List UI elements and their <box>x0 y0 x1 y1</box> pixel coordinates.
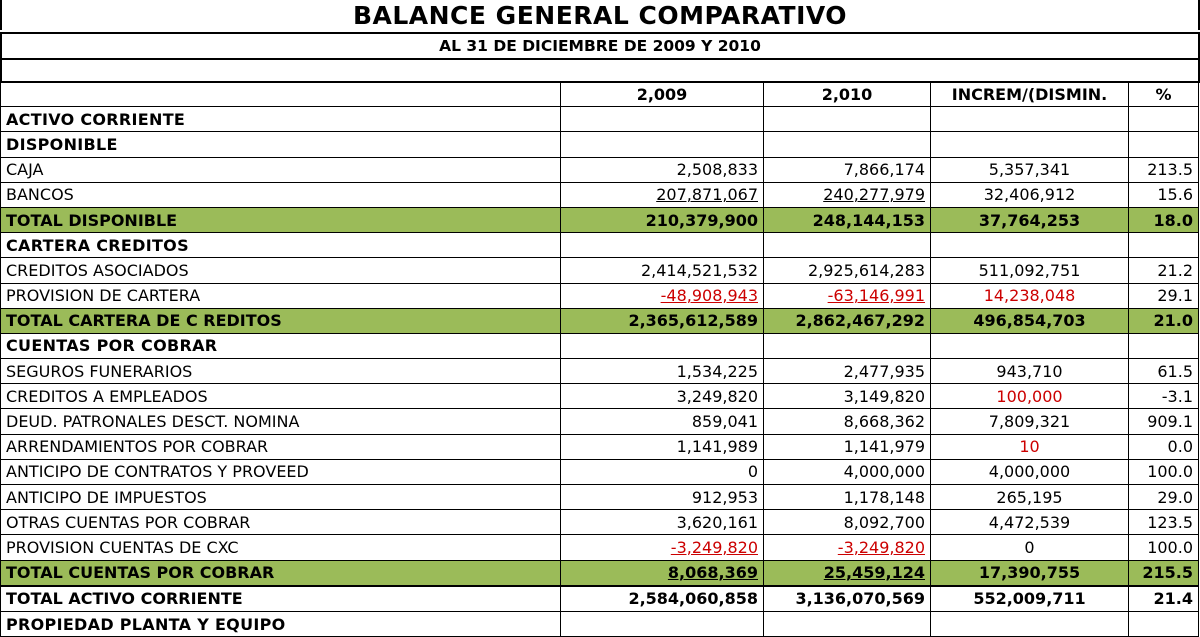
value-increment: 0 <box>931 535 1129 560</box>
table-row <box>1 157 1199 182</box>
value-increment: 496,854,703 <box>931 308 1129 333</box>
report-subtitle: AL 31 DE DICIEMBRE DE 2009 Y 2010 <box>0 32 1200 58</box>
table-row <box>1 485 1199 510</box>
row-label: BANCOS <box>1 182 561 207</box>
value-increment: 4,472,539 <box>931 510 1129 535</box>
table-row <box>1 510 1199 535</box>
value-2010: 1,178,148 <box>764 485 931 510</box>
row-label: ANTICIPO DE IMPUESTOS <box>1 485 561 510</box>
value-2010: 3,136,070,569 <box>764 586 931 612</box>
balance-table <box>0 81 1199 637</box>
value-2010: 2,862,467,292 <box>764 308 931 333</box>
value-2009: 2,584,060,858 <box>561 586 764 612</box>
row-label: PROVISION CUENTAS DE CXC <box>1 535 561 560</box>
section-row <box>1 333 1199 358</box>
table-row <box>1 258 1199 283</box>
header-2009: 2,009 <box>561 82 764 107</box>
value-percent: 100.0 <box>1129 535 1199 560</box>
value-2010: 2,477,935 <box>764 359 931 384</box>
value-percent: 18.0 <box>1129 207 1199 232</box>
value-2009: 8,068,369 <box>561 560 764 586</box>
value-percent: 21.2 <box>1129 258 1199 283</box>
value-2010: -63,146,991 <box>764 283 931 308</box>
value-increment: 17,390,755 <box>931 560 1129 586</box>
row-label: ARRENDAMIENTOS POR COBRAR <box>1 434 561 459</box>
value-2009: 207,871,067 <box>561 182 764 207</box>
section-activo-corriente: ACTIVO CORRIENTE <box>1 107 561 132</box>
row-label: TOTAL CARTERA DE C REDITOS <box>1 308 561 333</box>
value-2009: 2,365,612,589 <box>561 308 764 333</box>
section-row <box>1 132 1199 157</box>
value-percent: 100.0 <box>1129 459 1199 484</box>
row-label: CAJA <box>1 157 561 182</box>
row-label: CREDITOS ASOCIADOS <box>1 258 561 283</box>
value-percent: 213.5 <box>1129 157 1199 182</box>
table-row <box>1 182 1199 207</box>
row-label: OTRAS CUENTAS POR COBRAR <box>1 510 561 535</box>
table-row <box>1 384 1199 409</box>
header-increment: INCREM/(DISMIN. <box>931 82 1129 107</box>
value-increment: 265,195 <box>931 485 1129 510</box>
row-label: PROVISION DE CARTERA <box>1 283 561 308</box>
value-2009: 912,953 <box>561 485 764 510</box>
section-row <box>1 233 1199 258</box>
section-row <box>1 107 1199 132</box>
value-increment: 552,009,711 <box>931 586 1129 612</box>
value-2010: 1,141,979 <box>764 434 931 459</box>
value-2010: 248,144,153 <box>764 207 931 232</box>
value-2010: 4,000,000 <box>764 459 931 484</box>
value-2010: -3,249,820 <box>764 535 931 560</box>
value-percent: 123.5 <box>1129 510 1199 535</box>
value-2009: 0 <box>561 459 764 484</box>
section-disponible: DISPONIBLE <box>1 132 561 157</box>
header-row <box>1 82 1199 107</box>
total-row <box>1 308 1199 333</box>
section-cuentas-por-cobrar: CUENTAS POR COBRAR <box>1 333 561 358</box>
value-percent: 21.0 <box>1129 308 1199 333</box>
row-label: TOTAL ACTIVO CORRIENTE <box>1 586 561 612</box>
value-2010: 2,925,614,283 <box>764 258 931 283</box>
row-label: DEUD. PATRONALES DESCT. NOMINA <box>1 409 561 434</box>
value-percent: 0.0 <box>1129 434 1199 459</box>
section-row <box>1 611 1199 636</box>
value-2009: -48,908,943 <box>561 283 764 308</box>
value-increment: 32,406,912 <box>931 182 1129 207</box>
row-label: CREDITOS A EMPLEADOS <box>1 384 561 409</box>
value-increment: 14,238,048 <box>931 283 1129 308</box>
section-cartera: CARTERA CREDITOS <box>1 233 561 258</box>
header-percent: % <box>1129 82 1199 107</box>
value-percent: 15.6 <box>1129 182 1199 207</box>
blank-row <box>0 58 1200 83</box>
row-label: ANTICIPO DE CONTRATOS Y PROVEED <box>1 459 561 484</box>
value-2009: 859,041 <box>561 409 764 434</box>
section-propiedad-planta: PROPIEDAD PLANTA Y EQUIPO <box>1 611 561 636</box>
value-percent: 215.5 <box>1129 560 1199 586</box>
value-2009: 3,620,161 <box>561 510 764 535</box>
table-row <box>1 283 1199 308</box>
value-2009: 210,379,900 <box>561 207 764 232</box>
value-2009: 3,249,820 <box>561 384 764 409</box>
row-label: SEGUROS FUNERARIOS <box>1 359 561 384</box>
value-percent: -3.1 <box>1129 384 1199 409</box>
value-2010: 8,668,362 <box>764 409 931 434</box>
total-row <box>1 560 1199 586</box>
value-increment: 7,809,321 <box>931 409 1129 434</box>
total-row <box>1 207 1199 232</box>
value-percent: 21.4 <box>1129 586 1199 612</box>
value-increment: 511,092,751 <box>931 258 1129 283</box>
table-row <box>1 359 1199 384</box>
value-increment: 943,710 <box>931 359 1129 384</box>
value-2009: -3,249,820 <box>561 535 764 560</box>
grand-total-row <box>1 586 1199 612</box>
value-percent: 29.1 <box>1129 283 1199 308</box>
value-increment: 37,764,253 <box>931 207 1129 232</box>
header-2010: 2,010 <box>764 82 931 107</box>
value-2009: 1,534,225 <box>561 359 764 384</box>
value-2010: 7,866,174 <box>764 157 931 182</box>
table-row <box>1 459 1199 484</box>
value-increment: 100,000 <box>931 384 1129 409</box>
value-percent: 909.1 <box>1129 409 1199 434</box>
value-2010: 240,277,979 <box>764 182 931 207</box>
value-percent: 61.5 <box>1129 359 1199 384</box>
value-increment: 5,357,341 <box>931 157 1129 182</box>
table-row <box>1 535 1199 560</box>
table-row <box>1 434 1199 459</box>
value-2010: 25,459,124 <box>764 560 931 586</box>
header-label-cell <box>1 82 561 107</box>
value-2010: 3,149,820 <box>764 384 931 409</box>
row-label: TOTAL CUENTAS POR COBRAR <box>1 560 561 586</box>
table-row <box>1 409 1199 434</box>
value-percent: 29.0 <box>1129 485 1199 510</box>
value-increment: 4,000,000 <box>931 459 1129 484</box>
value-2009: 2,508,833 <box>561 157 764 182</box>
value-2009: 1,141,989 <box>561 434 764 459</box>
row-label: TOTAL DISPONIBLE <box>1 207 561 232</box>
value-2009: 2,414,521,532 <box>561 258 764 283</box>
report-title: BALANCE GENERAL COMPARATIVO <box>0 0 1200 30</box>
value-increment: 10 <box>931 434 1129 459</box>
value-2010: 8,092,700 <box>764 510 931 535</box>
